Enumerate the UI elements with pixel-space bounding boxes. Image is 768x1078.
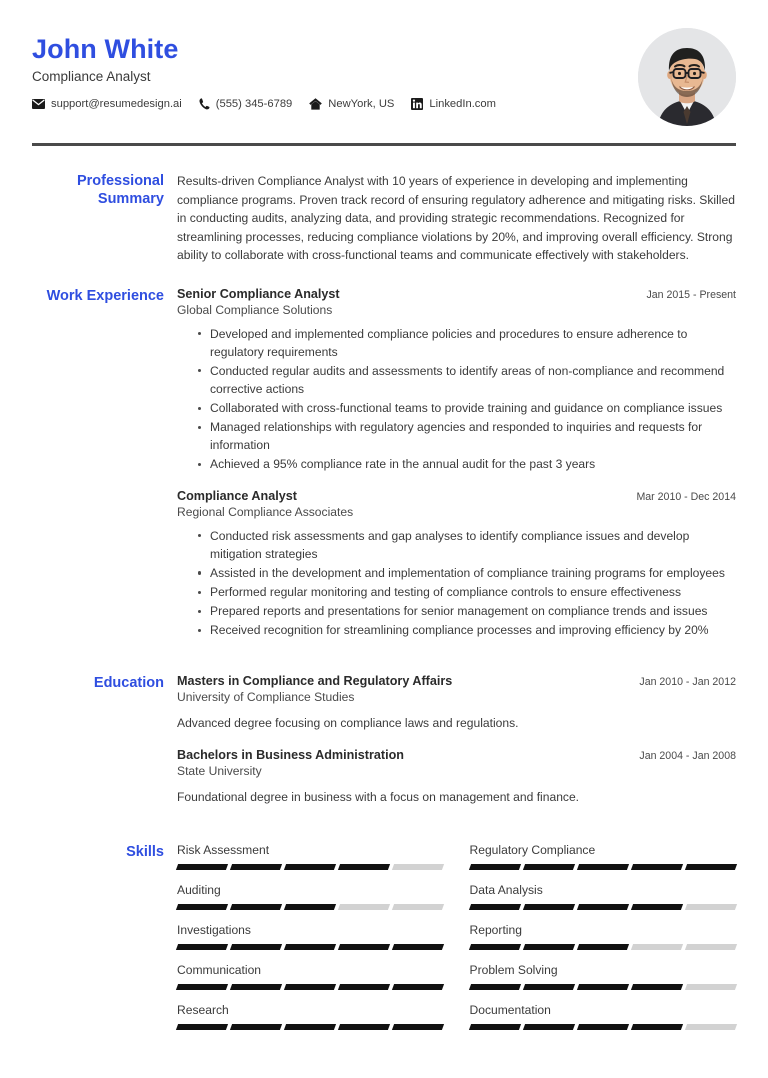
summary-text: Results-driven Compliance Analyst with 10 years of experience in developing and implementing compliance programs. Proven track record of ensuring regulatory adherence and mitigating risks. Skilled in conducting audits, analyzing data, and providing strategic recommendations. Recognized for streamlining processes, reducing compliance violations by 20%, and improving overall efficiency. Strong ability to collaborate with cross-functional teams and communicate effectively with stakeholders. bbox=[177, 174, 735, 262]
education-entry bbox=[177, 748, 736, 806]
skill-rating-segment bbox=[392, 944, 444, 950]
contact-email[interactable] bbox=[32, 98, 182, 110]
education-entry bbox=[177, 674, 736, 732]
skill-name: Research bbox=[177, 1002, 229, 1017]
skills-grid bbox=[177, 843, 736, 1043]
skill-rating-segment bbox=[230, 944, 282, 950]
skill-rating-bar bbox=[177, 1024, 444, 1030]
skill-name: Problem Solving bbox=[469, 962, 558, 977]
skill-item bbox=[177, 1003, 444, 1043]
work-entry-date: Jan 2015 - Present bbox=[646, 288, 736, 301]
skill-rating-bar bbox=[470, 904, 737, 910]
skill-rating-segment bbox=[631, 1024, 683, 1030]
work-entry-bullets bbox=[177, 527, 736, 640]
contact-phone-text: (555) 345-6789 bbox=[215, 98, 293, 111]
skill-rating-segment bbox=[631, 864, 683, 870]
skill-rating-segment bbox=[685, 904, 737, 910]
skill-rating-segment bbox=[523, 864, 575, 870]
skill-rating-segment bbox=[631, 984, 683, 990]
skill-name: Auditing bbox=[177, 882, 221, 897]
skill-rating-segment bbox=[631, 944, 683, 950]
education-entry-head bbox=[177, 674, 736, 688]
skill-rating-segment bbox=[468, 864, 520, 870]
skill-rating-segment bbox=[392, 984, 444, 990]
list-item: Collaborated with cross-functional teams to provide training and guidance on compliance issues bbox=[198, 399, 736, 417]
skill-name: Risk Assessment bbox=[177, 842, 270, 857]
skill-rating-segment bbox=[176, 944, 228, 950]
skill-rating-bar bbox=[470, 1024, 737, 1030]
phone-icon bbox=[199, 98, 210, 110]
list-item: Conducted risk assessments and gap analyses to identify compliance issues and develop mitigation strategies bbox=[198, 527, 736, 563]
skill-rating-segment bbox=[230, 904, 282, 910]
skill-rating-segment bbox=[338, 1024, 390, 1030]
summary-body bbox=[177, 172, 736, 265]
skill-rating-segment bbox=[685, 984, 737, 990]
education-entry-head bbox=[177, 748, 736, 762]
skill-rating-segment bbox=[284, 904, 336, 910]
skill-rating-segment bbox=[577, 864, 629, 870]
skill-rating-segment bbox=[230, 1024, 282, 1030]
skills-body bbox=[177, 843, 736, 1043]
skill-item bbox=[177, 923, 444, 963]
skill-rating-segment bbox=[631, 904, 683, 910]
skill-rating-segment bbox=[338, 904, 390, 910]
section-education bbox=[32, 674, 736, 805]
education-entry-title: Masters in Compliance and Regulatory Affairs bbox=[177, 674, 453, 689]
skill-rating-segment bbox=[468, 904, 520, 910]
skill-rating-segment bbox=[577, 944, 629, 950]
list-item: Prepared reports and presentations for senior management on compliance trends and issues bbox=[198, 602, 736, 620]
resume-header bbox=[32, 0, 736, 126]
skill-name: Communication bbox=[177, 962, 262, 977]
list-item: Managed relationships with regulatory agencies and responded to inquiries and requests for information bbox=[198, 418, 736, 454]
skill-rating-segment bbox=[338, 864, 390, 870]
work-entry-head bbox=[177, 489, 736, 503]
skill-rating-bar bbox=[177, 944, 444, 950]
skill-item bbox=[177, 843, 444, 883]
skill-name: Regulatory Compliance bbox=[469, 842, 596, 857]
skill-rating-segment bbox=[685, 1024, 737, 1030]
section-label-summary: Professional Summary bbox=[76, 173, 164, 208]
education-entry-desc: Advanced degree focusing on compliance laws and regulations. bbox=[177, 716, 519, 731]
skill-rating-segment bbox=[523, 944, 575, 950]
skill-rating-segment bbox=[468, 1024, 520, 1030]
skill-rating-segment bbox=[284, 1024, 336, 1030]
linkedin-icon bbox=[411, 98, 423, 110]
education-entries bbox=[177, 674, 736, 805]
list-item: Received recognition for streamlining compliance processes and improving efficiency by 20% bbox=[198, 621, 736, 639]
contact-location-text: NewYork, US bbox=[328, 98, 395, 111]
contact-list bbox=[32, 98, 620, 110]
section-label-work: Work Experience bbox=[46, 287, 164, 304]
list-item: Achieved a 95% compliance rate in the annual audit for the past 3 years bbox=[198, 455, 736, 473]
list-item: Assisted in the development and implementation of compliance training programs for employees bbox=[198, 564, 736, 582]
work-entry-head bbox=[177, 287, 736, 301]
skill-rating-segment bbox=[577, 904, 629, 910]
section-label-education: Education bbox=[93, 675, 164, 692]
avatar-photo bbox=[638, 28, 736, 126]
section-work-experience bbox=[32, 287, 736, 641]
section-label-skills: Skills bbox=[126, 843, 164, 860]
section-skills bbox=[32, 843, 736, 1043]
work-entry-bullets bbox=[177, 325, 736, 474]
skill-name: Data Analysis bbox=[469, 882, 543, 897]
list-item: Performed regular monitoring and testing of compliance controls to ensure effectiveness bbox=[198, 583, 736, 601]
contact-email-text: support@resumedesign.ai bbox=[51, 98, 182, 111]
skill-rating-segment bbox=[523, 904, 575, 910]
skill-rating-segment bbox=[685, 864, 737, 870]
skill-rating-segment bbox=[230, 984, 282, 990]
skill-item bbox=[470, 963, 737, 1003]
home-icon bbox=[309, 98, 322, 110]
skill-rating-segment bbox=[392, 864, 444, 870]
work-entry-title: Senior Compliance Analyst bbox=[177, 286, 340, 301]
skill-rating-segment bbox=[176, 864, 228, 870]
skill-rating-segment bbox=[685, 944, 737, 950]
skill-rating-segment bbox=[338, 984, 390, 990]
skill-name: Reporting bbox=[469, 922, 522, 937]
skill-item bbox=[470, 843, 737, 883]
skill-rating-segment bbox=[176, 904, 228, 910]
skill-rating-bar bbox=[177, 904, 444, 910]
skill-rating-segment bbox=[284, 944, 336, 950]
skill-item bbox=[470, 923, 737, 963]
skill-rating-segment bbox=[338, 944, 390, 950]
skill-rating-segment bbox=[577, 984, 629, 990]
contact-linkedin-text: LinkedIn.com bbox=[429, 98, 496, 111]
skill-rating-segment bbox=[284, 864, 336, 870]
skill-rating-segment bbox=[176, 984, 228, 990]
skill-rating-bar bbox=[470, 944, 737, 950]
work-entries bbox=[177, 287, 736, 641]
education-entry-title: Bachelors in Business Administration bbox=[177, 747, 404, 762]
contact-linkedin[interactable] bbox=[411, 98, 496, 110]
skill-rating-segment bbox=[230, 864, 282, 870]
list-item: Developed and implemented compliance policies and procedures to ensure adherence to regulatory requirements bbox=[198, 325, 736, 361]
work-entry-title: Compliance Analyst bbox=[177, 488, 297, 503]
skill-rating-segment bbox=[392, 904, 444, 910]
education-entry-date: Jan 2010 - Jan 2012 bbox=[639, 676, 736, 689]
skill-item bbox=[177, 883, 444, 923]
skill-rating-segment bbox=[523, 1024, 575, 1030]
contact-location bbox=[309, 98, 394, 110]
education-entry-org: University of Compliance Studies bbox=[177, 690, 355, 705]
work-entry bbox=[177, 489, 736, 640]
education-entry-org: State University bbox=[177, 763, 262, 778]
avatar bbox=[638, 26, 736, 126]
header-divider bbox=[32, 143, 736, 146]
work-entry-date: Mar 2010 - Dec 2014 bbox=[636, 490, 736, 503]
skill-name: Investigations bbox=[177, 922, 251, 937]
skill-rating-segment bbox=[468, 944, 520, 950]
skill-item bbox=[177, 963, 444, 1003]
skill-rating-segment bbox=[176, 1024, 228, 1030]
skill-item bbox=[470, 1003, 737, 1043]
section-professional-summary bbox=[32, 172, 736, 265]
contact-phone[interactable] bbox=[199, 98, 293, 110]
envelope-icon bbox=[32, 99, 45, 109]
skill-rating-segment bbox=[523, 984, 575, 990]
education-entry-desc: Foundational degree in business with a focus on management and finance. bbox=[177, 789, 580, 804]
page-title: John White bbox=[32, 34, 179, 64]
skill-rating-segment bbox=[468, 984, 520, 990]
header-text-block bbox=[32, 26, 620, 110]
skill-rating-bar bbox=[177, 984, 444, 990]
skill-rating-bar bbox=[177, 864, 444, 870]
work-entry-org: Regional Compliance Associates bbox=[177, 504, 354, 519]
skill-name: Documentation bbox=[469, 1002, 551, 1017]
skill-item bbox=[470, 883, 737, 923]
education-entry-date: Jan 2004 - Jan 2008 bbox=[639, 749, 736, 762]
work-entry-org: Global Compliance Solutions bbox=[177, 302, 333, 317]
skill-rating-bar bbox=[470, 864, 737, 870]
skill-rating-bar bbox=[470, 984, 737, 990]
job-title: Compliance Analyst bbox=[32, 69, 151, 85]
skill-rating-segment bbox=[392, 1024, 444, 1030]
list-item: Conducted regular audits and assessments to identify areas of non-compliance and recommend corrective actions bbox=[198, 362, 736, 398]
work-entry bbox=[177, 287, 736, 474]
skill-rating-segment bbox=[577, 1024, 629, 1030]
skill-rating-segment bbox=[284, 984, 336, 990]
